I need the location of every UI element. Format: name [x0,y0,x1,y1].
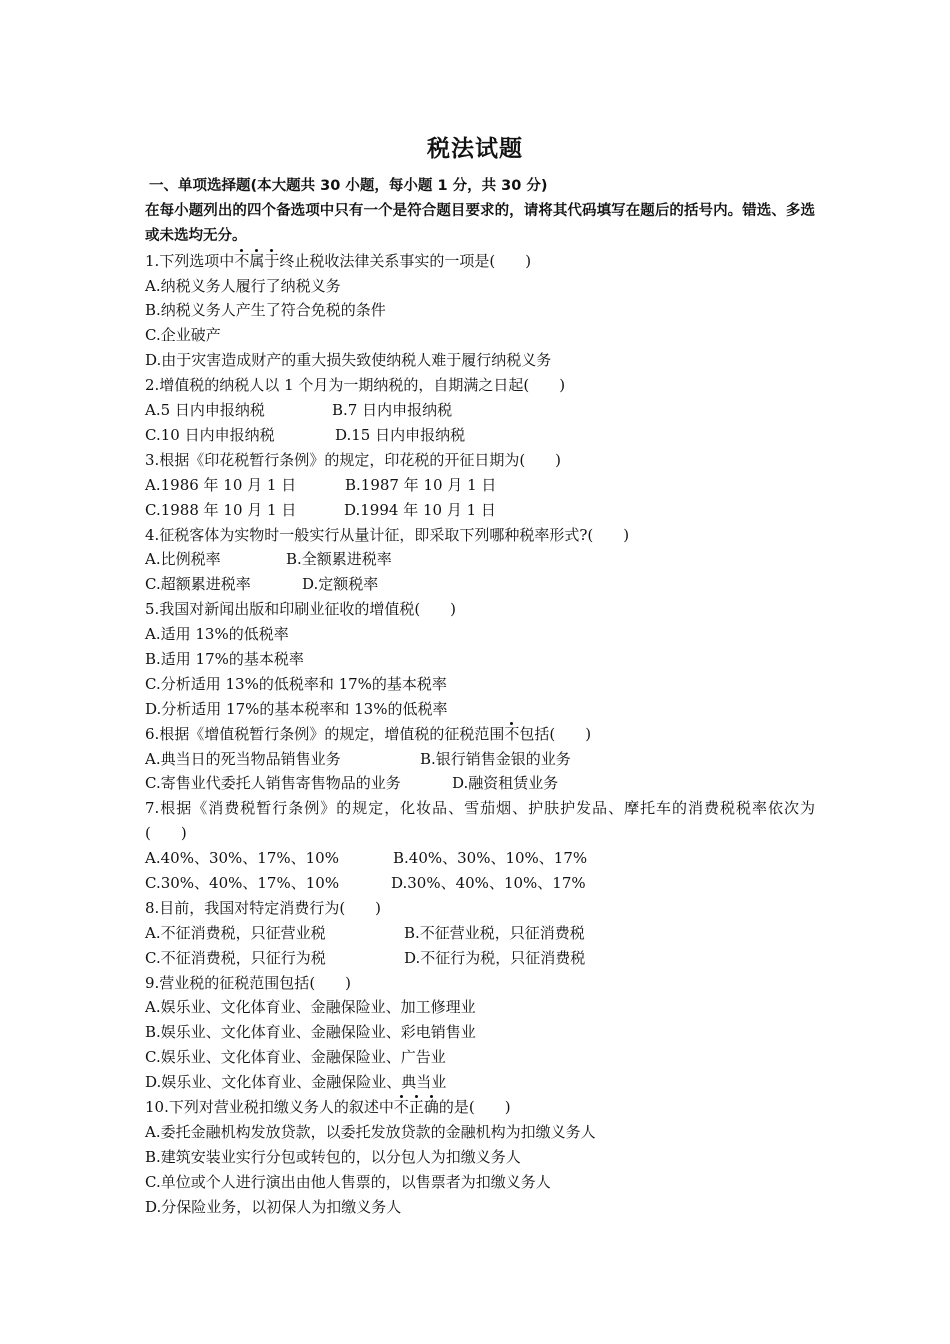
option-b: B.全额累进税率 [286,550,392,569]
emphasis-dots [394,1098,439,1116]
option-a: A.娱乐业、文化体育业、金融保险业、加工修理业 [145,998,476,1017]
option-a: A.典当日的死当物品销售业务 [145,749,341,768]
question-2 [145,373,815,448]
option-c: C.1988 年 10 月 1 日 [145,500,297,519]
document-title: 税法试题 [427,136,523,162]
option-d: D.15 日内申报纳税 [335,425,466,444]
section-instruction: 在每小题列出的四个备选项中只有一个是符合题目要求的，请将其代码填写在题后的括号内。错选、多选或未选均无分。 [145,202,815,244]
option-row [145,547,815,572]
stem-text: 1.下列选项中 [145,251,235,270]
option-c: C.企业破产 [145,326,221,345]
emphasis-dots [504,725,519,743]
option-d: D.定额税率 [302,575,379,594]
emphasis-char: 正 [408,1098,424,1117]
option-c: C.娱乐业、文化体育业、金融保险业、广告业 [145,1048,446,1067]
option-d: D.30%、40%、10%、17% [391,874,586,892]
option-c: C.单位或个人进行演出由他人售票的，以售票者为扣缴义务人 [145,1172,551,1191]
question-10 [145,1095,815,1219]
option-c: C.不征消费税，只征行为税 [145,948,326,967]
emphasis-char: 不 [393,1098,409,1117]
option-b: B.1987 年 10 月 1 日 [345,475,497,494]
option-d: D.分保险业务，以初保人为扣缴义务人 [145,1197,402,1216]
emphasis-char: 不 [234,251,250,270]
question-stem [145,722,815,747]
option-c: C.10 日内申报纳税 [145,425,275,444]
question-stem: 5.我国对新闻出版和印刷业征收的增值税( ) [145,600,457,619]
option-b: B.40%、30%、10%、17% [393,849,588,868]
stem-text: 的是( ) [438,1098,511,1117]
question-9 [145,971,815,1095]
option-row [145,572,815,597]
emphasis-char: 确 [423,1098,439,1117]
question-4 [145,523,815,598]
question-stem: 9.营业税的征税范围包括( ) [145,973,352,992]
stem-text: 6.根据《增值税暂行条例》的规定，增值税的征税范围 [145,724,505,743]
question-stem: 4.征税客体为实物时一般实行从量计征，即采取下列哪种税率形式?( ) [145,525,630,544]
option-d: D.不征行为税，只征消费税 [404,948,586,967]
option-a: A.纳税义务人履行了纳税义务 [145,276,341,295]
option-a: A.比例税率 [145,550,221,569]
question-3 [145,448,815,523]
question-stem [145,249,815,274]
option-c: C.30%、40%、17%、10% [145,874,340,892]
option-row [145,398,815,423]
option-a: A.委托金融机构发放贷款，以委托发放贷款的金融机构为扣缴义务人 [145,1122,596,1141]
document-body [145,174,815,1219]
stem-text: 10.下列对营业税扣缴义务人的叙述中 [145,1098,394,1117]
question-stem [145,1095,815,1120]
option-b: B.不征营业税，只征消费税 [404,923,585,942]
question-stem: 3.根据《印花税暂行条例》的规定，印花税的开征日期为( ) [145,450,562,469]
option-c: C.寄售业代委托人销售寄售物品的业务 [145,774,401,793]
option-a: A.适用 13%的低税率 [145,625,289,644]
option-d: D.分析适用 17%的基本税率和 13%的低税率 [145,699,448,718]
option-row [145,473,815,498]
option-row [145,846,815,871]
option-b: B.银行销售金银的业务 [420,749,571,768]
question-1 [145,249,815,373]
option-row [145,747,815,772]
option-d: D.由于灾害造成财产的重大损失致使纳税人难于履行纳税义务 [145,351,552,370]
option-row [145,771,815,796]
option-row [145,946,815,971]
option-c: C.超额累进税率 [145,575,251,594]
question-stem: 8.目前，我国对特定消费行为( ) [145,898,382,917]
option-b: B.适用 17%的基本税率 [145,649,304,668]
section-heading: 一、单项选择题(本大题共 30 小题，每小题 1 分，共 30 分) [149,178,548,194]
option-a: A.40%、30%、17%、10% [145,849,339,868]
option-row [145,921,815,946]
option-b: B.7 日内申报纳税 [332,401,453,420]
option-row [145,498,815,523]
option-d: D.娱乐业、文化体育业、金融保险业、典当业 [145,1073,447,1092]
question-stem: 2.增值税的纳税人以 1 个月为一期纳税的，自期满之日起( ) [145,376,566,395]
emphasis-dots [234,252,279,270]
emphasis-char: 属 [249,251,265,270]
option-row [145,423,815,448]
option-a: A.5 日内申报纳税 [145,401,265,420]
question-8 [145,896,815,971]
question-7 [145,796,815,896]
option-b: B.建筑安装业实行分包或转包的，以分包人为扣缴义务人 [145,1147,521,1166]
question-5 [145,597,815,721]
emphasis-char: 于 [264,251,280,270]
option-b: B.纳税义务人产生了符合免税的条件 [145,301,386,320]
option-b: B.娱乐业、文化体育业、金融保险业、彩电销售业 [145,1023,476,1042]
option-c: C.分析适用 13%的低税率和 17%的基本税率 [145,674,447,693]
option-row [145,871,815,896]
emphasis-char: 不 [504,724,520,743]
question-stem: 7.根据《消费税暂行条例》的规定，化妆品、雪茄烟、护肤护发品、摩托车的消费税税率依次为( ) [145,799,815,843]
option-d: D.1994 年 10 月 1 日 [344,500,496,519]
stem-text: 包括( ) [519,724,592,743]
option-a: A.不征消费税，只征营业税 [145,923,326,942]
stem-text: 终止税收法律关系事实的一项是( ) [279,251,532,270]
option-a: A.1986 年 10 月 1 日 [145,475,297,494]
option-d: D.融资租赁业务 [452,774,559,793]
question-6 [145,722,815,797]
